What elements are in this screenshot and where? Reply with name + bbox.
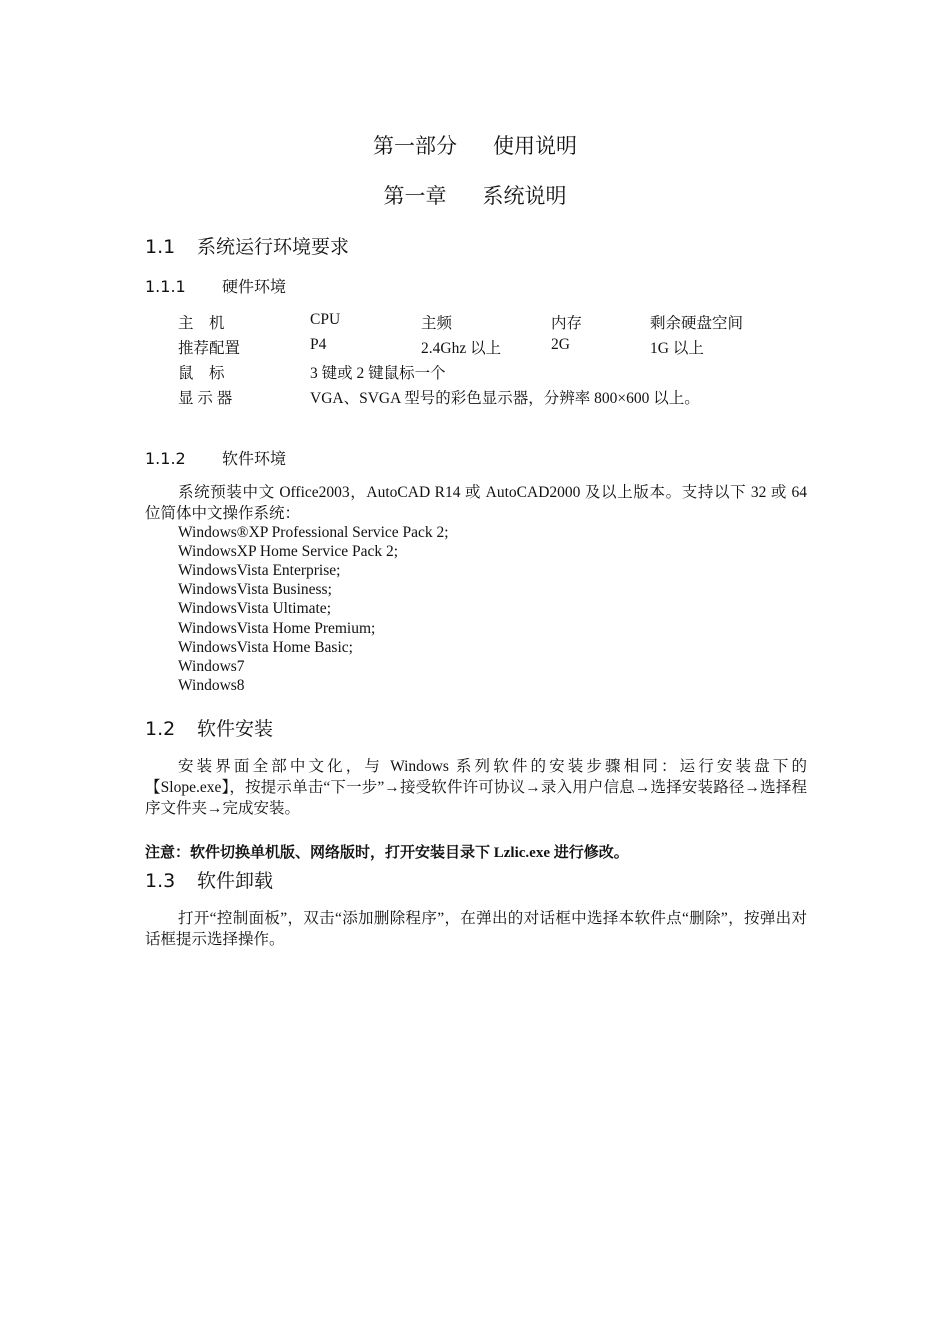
- section-title: 硬件环境: [222, 277, 287, 296]
- software-intro-paragraph: 系统预装中文 Office2003，AutoCAD R14 或 AutoCAD2000 及以上版本。支持以下 32 或 64 位简体中文操作系统：: [145, 484, 807, 522]
- table-cell: 1G 以上: [650, 340, 704, 357]
- chapter-label: 第一章: [383, 184, 447, 208]
- list-item: WindowsVista Ultimate;: [178, 600, 331, 617]
- list-item: WindowsVista Enterprise;: [178, 562, 341, 579]
- list-item: Windows8: [178, 677, 245, 694]
- note-text: 软件切换单机版、网络版时，打开安装目录下 Lzlic.exe 进行修改。: [190, 845, 629, 861]
- section-title: 软件安装: [197, 718, 274, 740]
- table-cell: 鼠 标: [178, 365, 225, 382]
- table-cell: 2G: [551, 336, 570, 353]
- list-item: WindowsVista Home Premium;: [178, 620, 376, 637]
- part-title: [0, 130, 950, 160]
- chapter-name: 系统说明: [482, 184, 567, 208]
- section-title: 软件环境: [222, 449, 287, 468]
- table-cell: P4: [310, 336, 327, 353]
- section-number: 1.2: [145, 718, 176, 740]
- table-cell: 主频: [421, 315, 453, 332]
- section-number: 1.1.2: [145, 449, 186, 468]
- section-heading-1-1-1: [145, 274, 286, 297]
- table-cell: VGA、SVGA 型号的彩色显示器，分辨率 800×600 以上。: [310, 390, 700, 407]
- table-cell: CPU: [310, 311, 341, 328]
- table-cell: 主 机: [178, 315, 225, 332]
- table-cell: 推荐配置: [178, 340, 241, 357]
- install-note: [145, 841, 629, 862]
- section-heading-1-2: [145, 714, 273, 741]
- list-item: WindowsVista Business;: [178, 581, 332, 598]
- section-number: 1.1: [145, 236, 176, 258]
- table-cell: 2.4Ghz 以上: [421, 340, 502, 357]
- table-cell: 剩余硬盘空间: [650, 315, 744, 332]
- uninstall-paragraph: 打开“控制面板”，双击“添加删除程序”，在弹出的对话框中选择本软件点“删除”，按弹出对话框提示选择操作。: [145, 910, 807, 948]
- table-cell: 显 示 器: [178, 390, 233, 407]
- section-heading-1-1: [145, 232, 349, 259]
- chapter-title: [0, 180, 950, 210]
- list-item: WindowsVista Home Basic;: [178, 639, 353, 656]
- section-heading-1-3: [145, 866, 273, 893]
- section-heading-1-1-2: [145, 446, 286, 469]
- table-cell: 3 键或 2 键鼠标一个: [310, 365, 446, 382]
- section-number: 1.3: [145, 870, 176, 892]
- list-item: Windows®XP Professional Service Pack 2;: [178, 524, 449, 541]
- part-name: 使用说明: [493, 134, 577, 158]
- section-title: 系统运行环境要求: [197, 236, 350, 258]
- list-item: WindowsXP Home Service Pack 2;: [178, 543, 399, 560]
- section-number: 1.1.1: [145, 277, 186, 296]
- install-paragraph: 安装界面全部中文化，与 Windows 系列软件的安装步骤相同：运行安装盘下的【Slope.exe】，按提示单击“下一步”→接受软件许可协议→录入用户信息→选择安装路径→选择程序文件夹→完成安装。: [145, 758, 807, 817]
- list-item: Windows7: [178, 658, 245, 675]
- table-cell: 内存: [551, 315, 583, 332]
- section-title: 软件卸载: [197, 870, 274, 892]
- part-label: 第一部分: [373, 134, 457, 158]
- note-label: 注意：: [145, 843, 191, 861]
